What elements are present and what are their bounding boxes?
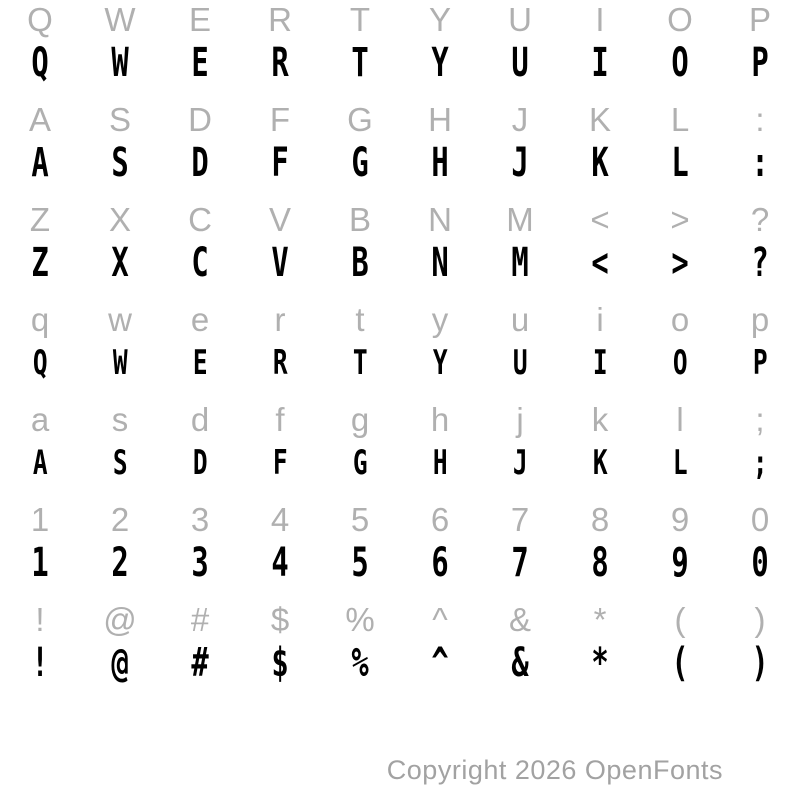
display-glyph: W	[112, 343, 128, 383]
reference-glyph-cell: R	[268, 1, 292, 38]
reference-glyph-cell: *	[593, 601, 607, 638]
display-glyph-cell	[720, 440, 800, 486]
display-glyph-cell	[400, 640, 480, 686]
display-glyph: 1	[31, 540, 49, 586]
display-glyph-cell	[160, 40, 240, 86]
display-glyph: H	[431, 140, 449, 186]
reference-glyph-cell: D	[188, 101, 212, 138]
display-glyph-cell	[0, 640, 80, 686]
display-glyph-cell	[160, 240, 240, 286]
display-glyph: R	[272, 343, 288, 383]
reference-glyph-cell: u	[510, 301, 530, 338]
reference-glyph-cell: O	[667, 1, 693, 38]
reference-glyph-cell: 9	[670, 501, 690, 538]
specimen-row-pair-symbols	[0, 600, 800, 700]
display-glyph-cell	[400, 240, 480, 286]
reference-glyph-cell: d	[190, 401, 210, 438]
reference-glyph-cell: %	[345, 601, 375, 638]
display-glyph: F	[272, 443, 288, 483]
specimen-row-pair-uppercase-zxcv	[0, 200, 800, 300]
reference-glyph-cell: h	[430, 401, 450, 438]
display-glyph-cell	[320, 340, 400, 386]
reference-glyph-cell: U	[508, 1, 532, 38]
display-glyph-cell	[80, 140, 160, 186]
reference-font-row-lowercase-qwerty	[0, 300, 800, 340]
display-glyph: I	[591, 40, 609, 86]
display-glyph-cell	[320, 440, 400, 486]
display-glyph: !	[31, 640, 49, 686]
specimen-row-pair-lowercase-asdf	[0, 400, 800, 500]
display-glyph-cell	[320, 640, 400, 686]
display-glyph-cell	[0, 540, 80, 586]
display-glyph-cell	[160, 640, 240, 686]
reference-glyph-cell: J	[511, 101, 529, 138]
reference-glyph-cell: e	[190, 301, 210, 338]
display-glyph-cell	[640, 640, 720, 686]
display-glyph-cell	[480, 240, 560, 286]
display-glyph-cell	[720, 40, 800, 86]
reference-glyph-cell: #	[190, 601, 210, 638]
display-glyph: B	[351, 240, 369, 286]
display-glyph-cell	[0, 240, 80, 286]
display-font-row-lowercase-asdf	[0, 440, 800, 486]
display-glyph: 9	[671, 540, 689, 586]
display-glyph: 7	[511, 540, 529, 586]
display-glyph: Z	[31, 240, 49, 286]
display-glyph: S	[111, 140, 129, 186]
display-glyph: >	[671, 240, 689, 286]
display-font-row-symbols	[0, 640, 800, 686]
reference-glyph-cell: (	[674, 601, 686, 638]
display-font-row-digits	[0, 540, 800, 586]
display-glyph-cell	[240, 340, 320, 386]
reference-glyph-cell: 0	[750, 501, 770, 538]
display-glyph: (	[671, 640, 689, 686]
display-glyph: @	[111, 640, 129, 686]
reference-glyph-cell: @	[103, 601, 137, 638]
display-glyph-cell	[720, 540, 800, 586]
display-glyph-cell	[320, 40, 400, 86]
reference-glyph-cell: 5	[350, 501, 370, 538]
display-glyph: ;	[752, 443, 768, 483]
display-glyph-cell	[560, 40, 640, 86]
reference-glyph-cell: $	[270, 601, 290, 638]
reference-glyph-cell: C	[188, 201, 212, 238]
display-glyph: Q	[31, 40, 49, 86]
display-glyph: )	[751, 640, 769, 686]
display-glyph-cell	[80, 540, 160, 586]
display-glyph-cell	[640, 440, 720, 486]
reference-glyph-cell: 8	[590, 501, 610, 538]
reference-glyph-cell: Z	[29, 201, 51, 238]
reference-glyph-cell: 7	[510, 501, 530, 538]
display-glyph: Q	[32, 343, 48, 383]
display-glyph: V	[271, 240, 289, 286]
display-glyph: U	[512, 343, 528, 383]
display-glyph: ^	[431, 640, 449, 686]
reference-glyph-cell: H	[428, 101, 452, 138]
display-glyph: I	[592, 343, 608, 383]
reference-glyph-cell: 1	[30, 501, 50, 538]
display-glyph-cell	[640, 140, 720, 186]
display-glyph: J	[512, 443, 528, 483]
display-glyph: X	[111, 240, 129, 286]
reference-glyph-cell: t	[355, 301, 365, 338]
display-glyph: A	[31, 140, 49, 186]
reference-glyph-cell: P	[748, 1, 771, 38]
display-glyph-cell	[640, 240, 720, 286]
display-glyph-cell	[720, 240, 800, 286]
display-glyph: <	[591, 240, 609, 286]
reference-font-row-uppercase-zxcv	[0, 200, 800, 240]
display-font-row-uppercase-asdf	[0, 140, 800, 186]
reference-glyph-cell: X	[108, 201, 131, 238]
display-glyph-cell	[480, 40, 560, 86]
reference-glyph-cell: o	[670, 301, 690, 338]
display-glyph-cell	[0, 140, 80, 186]
reference-glyph-cell: :	[755, 101, 765, 138]
display-glyph-cell	[720, 340, 800, 386]
reference-glyph-cell: &	[508, 601, 531, 638]
display-glyph: K	[592, 443, 608, 483]
display-glyph: O	[672, 343, 688, 383]
display-glyph: O	[671, 40, 689, 86]
reference-glyph-cell: W	[104, 1, 136, 38]
display-glyph: 0	[751, 540, 769, 586]
reference-font-row-lowercase-asdf	[0, 400, 800, 440]
display-glyph: P	[752, 343, 768, 383]
display-glyph-cell	[0, 40, 80, 86]
display-glyph: N	[431, 240, 449, 286]
display-glyph-cell	[560, 340, 640, 386]
reference-glyph-cell: Y	[428, 1, 451, 38]
display-font-row-uppercase-zxcv	[0, 240, 800, 286]
display-glyph-cell	[80, 240, 160, 286]
display-glyph-cell	[400, 140, 480, 186]
reference-font-row-symbols	[0, 600, 800, 640]
reference-glyph-cell: ?	[750, 201, 770, 238]
display-glyph-cell	[560, 640, 640, 686]
reference-glyph-cell: p	[750, 301, 770, 338]
reference-glyph-cell: E	[188, 1, 211, 38]
reference-glyph-cell: B	[348, 201, 371, 238]
display-glyph-cell	[80, 640, 160, 686]
display-glyph-cell	[480, 340, 560, 386]
reference-glyph-cell: K	[588, 101, 611, 138]
display-glyph: E	[191, 40, 209, 86]
display-glyph: D	[192, 443, 208, 483]
display-glyph-cell	[640, 540, 720, 586]
display-glyph: D	[191, 140, 209, 186]
display-glyph-cell	[720, 640, 800, 686]
reference-glyph-cell: M	[506, 201, 534, 238]
display-glyph-cell	[400, 340, 480, 386]
display-glyph-cell	[240, 240, 320, 286]
reference-glyph-cell: 4	[270, 501, 290, 538]
display-glyph-cell	[80, 440, 160, 486]
display-glyph: L	[671, 140, 689, 186]
reference-glyph-cell: i	[596, 301, 604, 338]
display-glyph-cell	[320, 140, 400, 186]
display-glyph: Y	[431, 40, 449, 86]
specimen-row-pair-lowercase-qwerty	[0, 300, 800, 400]
reference-glyph-cell: q	[30, 301, 50, 338]
display-glyph: *	[591, 640, 609, 686]
display-glyph-cell	[560, 540, 640, 586]
display-glyph-cell	[160, 540, 240, 586]
display-glyph-cell	[400, 540, 480, 586]
display-glyph: H	[432, 443, 448, 483]
reference-glyph-cell: ;	[755, 401, 765, 438]
copyright-text: Copyright 2026 OpenFonts	[386, 755, 723, 785]
display-glyph: U	[511, 40, 529, 86]
display-glyph: K	[591, 140, 609, 186]
reference-glyph-cell: N	[428, 201, 452, 238]
display-glyph: ?	[751, 240, 769, 286]
display-glyph: G	[352, 443, 368, 483]
display-glyph-cell	[160, 140, 240, 186]
display-glyph-cell	[560, 240, 640, 286]
display-glyph-cell	[400, 440, 480, 486]
reference-glyph-cell: T	[349, 1, 371, 38]
display-glyph-cell	[0, 440, 80, 486]
reference-glyph-cell: y	[431, 301, 449, 338]
display-glyph-cell	[240, 540, 320, 586]
reference-glyph-cell: k	[591, 401, 609, 438]
reference-glyph-cell: <	[590, 201, 610, 238]
display-glyph-cell	[240, 640, 320, 686]
display-glyph: Y	[432, 343, 448, 383]
display-glyph: 2	[111, 540, 129, 586]
display-glyph-cell	[320, 540, 400, 586]
reference-glyph-cell: I	[595, 1, 605, 38]
display-glyph: F	[271, 140, 289, 186]
display-glyph-cell	[640, 40, 720, 86]
display-glyph: $	[271, 640, 289, 686]
reference-glyph-cell: w	[108, 301, 132, 338]
display-glyph-cell	[480, 140, 560, 186]
display-glyph-cell	[400, 40, 480, 86]
reference-glyph-cell: s	[111, 401, 129, 438]
display-glyph-cell	[480, 540, 560, 586]
reference-glyph-cell: r	[274, 301, 286, 338]
reference-glyph-cell: a	[30, 401, 50, 438]
reference-glyph-cell: S	[108, 101, 131, 138]
display-glyph-cell	[0, 340, 80, 386]
display-glyph-cell	[80, 40, 160, 86]
display-glyph-cell	[720, 140, 800, 186]
reference-glyph-cell: f	[275, 401, 285, 438]
display-glyph-cell	[80, 340, 160, 386]
reference-glyph-cell: A	[28, 101, 51, 138]
reference-glyph-cell: >	[670, 201, 690, 238]
display-glyph: P	[751, 40, 769, 86]
display-glyph: #	[191, 640, 209, 686]
reference-glyph-cell: G	[347, 101, 373, 138]
display-glyph: 5	[351, 540, 369, 586]
display-glyph-cell	[240, 140, 320, 186]
reference-glyph-cell: 3	[190, 501, 210, 538]
display-glyph: C	[191, 240, 209, 286]
reference-font-row-uppercase-qwerty	[0, 0, 800, 40]
reference-glyph-cell: l	[676, 401, 684, 438]
reference-glyph-cell: !	[35, 601, 45, 638]
display-glyph: 8	[591, 540, 609, 586]
specimen-row-pair-uppercase-asdf	[0, 100, 800, 200]
display-glyph: E	[192, 343, 208, 383]
display-glyph: M	[511, 240, 529, 286]
reference-glyph-cell: L	[670, 101, 690, 138]
reference-glyph-cell: g	[350, 401, 370, 438]
reference-glyph-cell: Q	[27, 1, 53, 38]
display-glyph-cell	[160, 340, 240, 386]
display-glyph: T	[351, 40, 369, 86]
reference-glyph-cell: j	[516, 401, 524, 438]
display-glyph: W	[111, 40, 129, 86]
display-glyph-cell	[480, 440, 560, 486]
reference-glyph-cell: V	[268, 201, 291, 238]
reference-glyph-cell: 2	[110, 501, 130, 538]
display-glyph-cell	[560, 140, 640, 186]
display-glyph-cell	[240, 40, 320, 86]
display-glyph: L	[672, 443, 688, 483]
specimen-row-pair-digits	[0, 500, 800, 600]
display-glyph-cell	[640, 340, 720, 386]
reference-glyph-cell: ^	[432, 601, 448, 638]
specimen-row-pair-uppercase-qwerty	[0, 0, 800, 100]
display-glyph-cell	[160, 440, 240, 486]
display-glyph: J	[511, 140, 529, 186]
display-glyph: 6	[431, 540, 449, 586]
display-glyph: T	[352, 343, 368, 383]
display-glyph-cell	[560, 440, 640, 486]
display-glyph: 3	[191, 540, 209, 586]
display-glyph: 4	[271, 540, 289, 586]
reference-glyph-cell: 6	[430, 501, 450, 538]
display-glyph-cell	[240, 440, 320, 486]
display-glyph: A	[32, 443, 48, 483]
display-glyph: :	[751, 140, 769, 186]
display-glyph: S	[112, 443, 128, 483]
reference-glyph-cell: F	[269, 101, 291, 138]
display-glyph-cell	[320, 240, 400, 286]
reference-font-row-uppercase-asdf	[0, 100, 800, 140]
display-font-row-uppercase-qwerty	[0, 40, 800, 86]
display-glyph-cell	[480, 640, 560, 686]
display-glyph: &	[511, 640, 529, 686]
display-glyph: G	[351, 140, 369, 186]
reference-font-row-digits	[0, 500, 800, 540]
display-font-row-lowercase-qwerty	[0, 340, 800, 386]
display-glyph: R	[271, 40, 289, 86]
reference-glyph-cell: )	[754, 601, 766, 638]
display-glyph: %	[351, 640, 369, 686]
